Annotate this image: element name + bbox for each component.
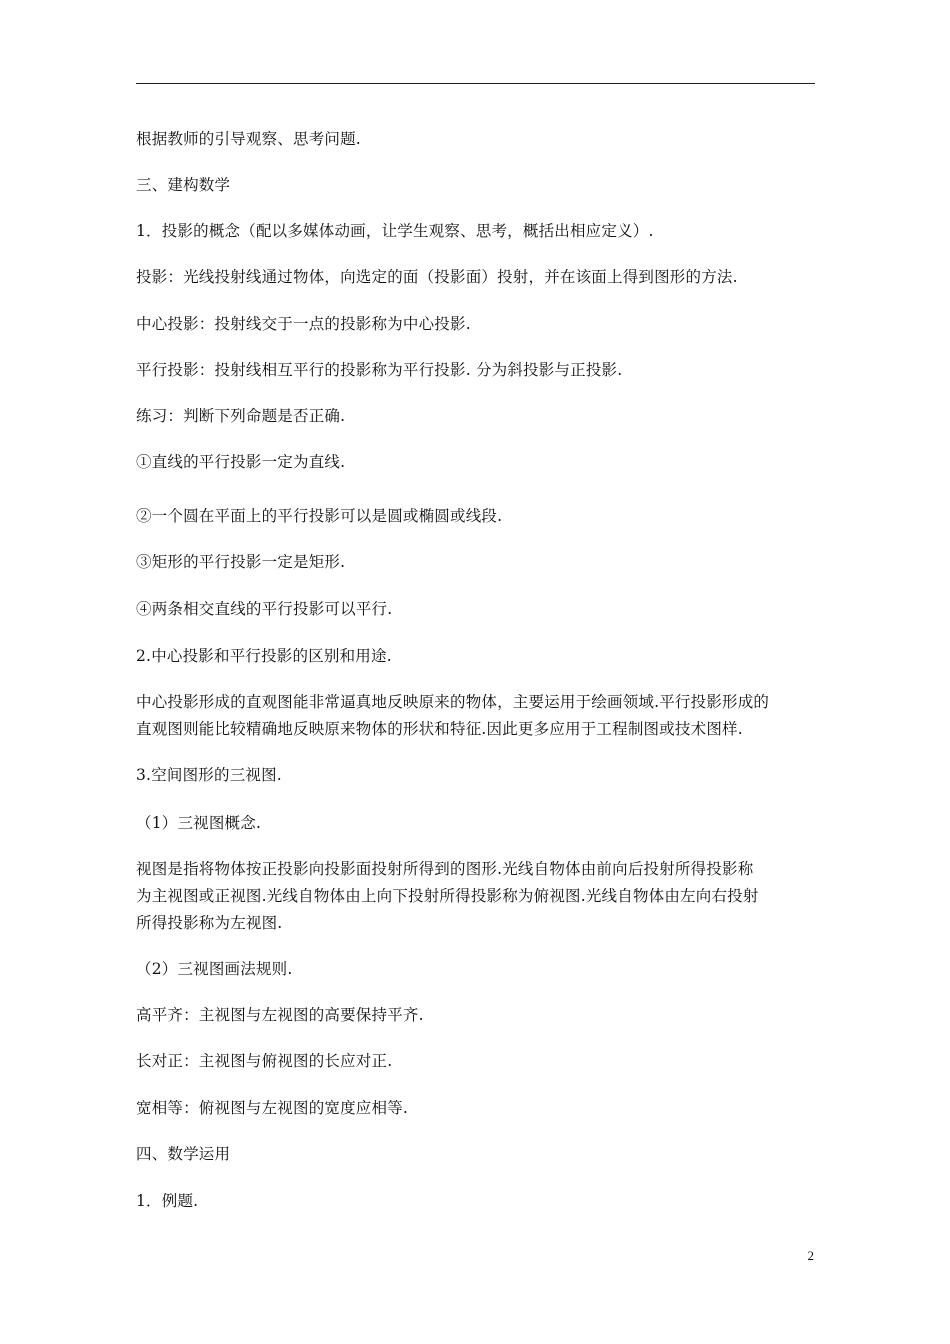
paragraph: 根据教师的引导观察、思考问题. — [136, 130, 361, 148]
list-item: ②一个圆在平面上的平行投影可以是圆或椭圆或线段. — [136, 507, 503, 525]
subsection-heading: 1．例题. — [136, 1192, 199, 1210]
subsection-heading: （1）三视图概念. — [136, 814, 262, 832]
page-number: 2 — [807, 1248, 814, 1263]
section-heading: 三、建构数学 — [136, 176, 231, 194]
list-item: ①直线的平行投影一定为直线. — [136, 453, 346, 471]
subsection-heading: 1．投影的概念（配以多媒体动画，让学生观察、思考，概括出相应定义）. — [136, 222, 654, 240]
list-item: ③矩形的平行投影一定是矩形. — [136, 553, 346, 571]
rule-item: 长对正：主视图与俯视图的长应对正. — [136, 1052, 393, 1070]
rule-item: 宽相等：俯视图与左视图的宽度应相等. — [136, 1099, 409, 1117]
definition: 中心投影：投射线交于一点的投影称为中心投影. — [136, 315, 471, 333]
rule-item: 高平齐：主视图与左视图的高要保持平齐. — [136, 1006, 424, 1024]
paragraph-line: 直观图则能比较精确地反映原来物体的形状和特征.因此更多应用于工程制图或技术图样. — [136, 720, 743, 738]
header-rule — [136, 83, 815, 84]
paragraph-line: 所得投影称为左视图. — [136, 914, 283, 932]
definition: 平行投影：投射线相互平行的投影称为平行投影. 分为斜投影与正投影. — [136, 361, 623, 379]
definition: 投影：光线投射线通过物体，向选定的面（投影面）投射，并在该面上得到图形的方法. — [136, 268, 738, 286]
paragraph-line: 中心投影形成的直观图能非常逼真地反映原来的物体，主要运用于绘画领域.平行投影形成的 — [136, 693, 770, 711]
list-item: ④两条相交直线的平行投影可以平行. — [136, 600, 393, 618]
subsection-heading: 3.空间图形的三视图. — [136, 766, 282, 784]
paragraph-line: 视图是指将物体按正投影向投影面投射所得到的图形.光线自物体由前向后投射所得投影称 — [136, 860, 754, 878]
section-heading: 四、数学运用 — [136, 1145, 231, 1163]
paragraph-line: 为主视图或正视图.光线自物体由上向下投射所得投影称为俯视图.光线自物体由左向右投射 — [136, 887, 759, 905]
subsection-heading: （2）三视图画法规则. — [136, 960, 293, 978]
paragraph: 练习：判断下列命题是否正确. — [136, 407, 346, 425]
subsection-heading: 2.中心投影和平行投影的区别和用途. — [136, 647, 392, 665]
